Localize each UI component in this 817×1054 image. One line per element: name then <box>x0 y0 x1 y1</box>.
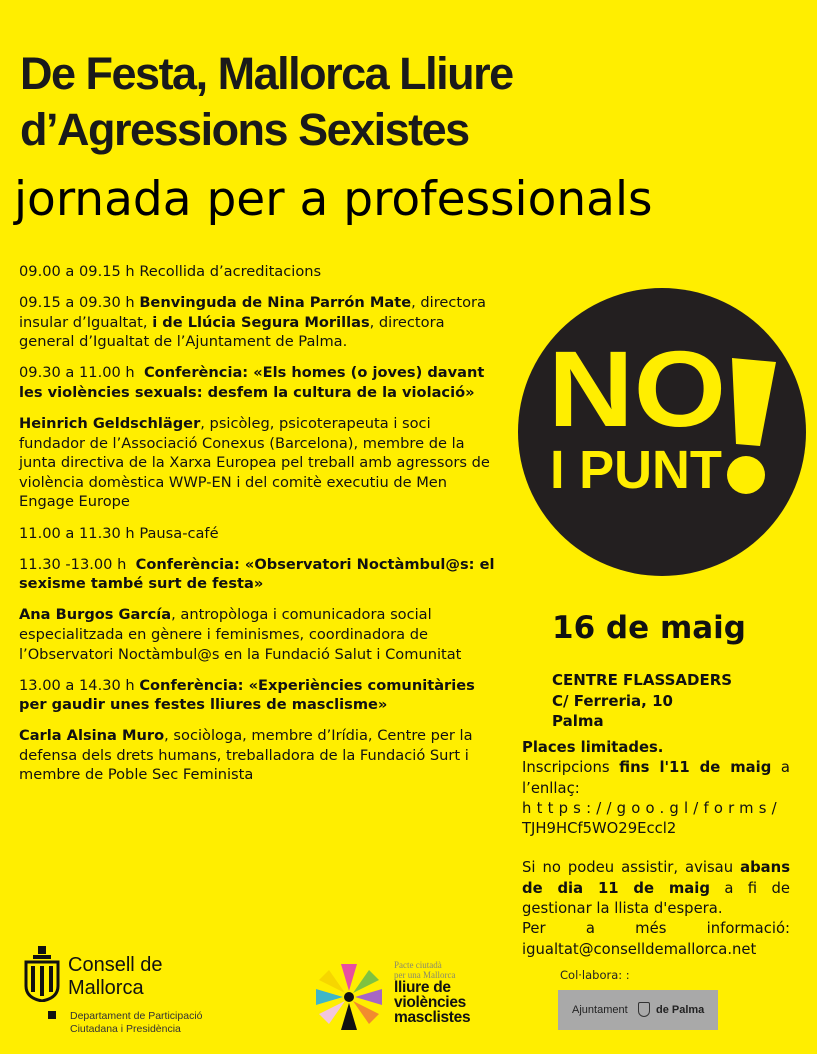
exclamation-dot-icon <box>727 456 765 494</box>
pacte-big-text <box>394 980 470 1025</box>
badge-no-text: NO <box>548 328 726 449</box>
bullet-square-icon <box>48 1011 56 1019</box>
schedule-speaker <box>19 414 497 512</box>
registration-link[interactable]: https://goo.gl/forms/ <box>522 799 782 817</box>
speaker-bio: , psicòleg, psicoterapeuta i soci fundador de l’Associació Conexus (Barcelona), membre de la junta directiva de la Xarxa Europea pel treball amb agressors de violència domèstica WWP-EN i del comitè executiu de Men Engage Europe <box>19 415 490 511</box>
absence-text <box>522 858 790 919</box>
schedule-item <box>19 262 497 282</box>
schedule-bold: i de Llúcia Segura Morillas <box>152 313 370 331</box>
schedule-bold: Benvinguda de Nina Parrón Mate <box>139 294 412 312</box>
contact-email[interactable]: igualtat@conselldemallorca.net <box>522 940 757 958</box>
absence-deadline: abans de dia 11 de maig <box>522 859 790 897</box>
schedule-time: 11.30 -13.00 h <box>19 555 127 573</box>
consell-name <box>68 954 163 1000</box>
schedule-time: 13.00 a 14.30 h <box>19 676 135 694</box>
schedule-bold: Conferència: «Observatori Noctàmbul@s: el sexisme també surt de festa» <box>19 555 495 593</box>
schedule-item <box>19 363 497 402</box>
schedule-time: 09.15 a 09.30 h <box>19 294 135 312</box>
speaker-bio: , sociòloga, membre d’Irídia, Centre per la defensa dels drets humans, treballadora de la Fundació Surt i membre de Poble Sec Feminista <box>19 727 473 784</box>
schedule-speaker <box>19 726 497 785</box>
schedule-item <box>19 555 497 594</box>
schedule-time: 11.00 a 11.30 h <box>19 524 135 542</box>
speaker-bio: , antropòloga i comunicadora social especialitzada en gènere i feminismes, coordinadora de l’Observatori Noctàmbul@s en la Fundació Salut i Comunitat <box>19 606 462 663</box>
exclamation-bar-icon <box>732 358 776 446</box>
subtitle: jornada per a professionals <box>14 172 653 227</box>
consell-name-line-2: Mallorca <box>68 977 144 999</box>
title-line-2: d’Agressions Sexistes <box>20 104 469 155</box>
speaker-name: Carla Alsina Muro <box>19 727 165 745</box>
venue-name: CENTRE FLASSADERS <box>552 671 733 689</box>
pacte-big-line-2: violències <box>394 994 466 1011</box>
consell-de-mallorca-logo <box>22 944 282 1040</box>
pacte-big-line-1: lliure de <box>394 979 451 996</box>
consell-crest-icon <box>22 946 62 1002</box>
pacte-ciutada-logo <box>312 952 512 1042</box>
registration-link-code[interactable]: TJH9HCf5WO29Eccl2 <box>522 820 677 838</box>
schedule-time: 09.00 a 09.15 h <box>19 263 135 280</box>
schedule-bold: Conferència: «Experiències comunitàries per gaudir unes festes lliures de masclisme» <box>19 676 475 714</box>
more-info-label: Per a més informació: <box>522 920 790 938</box>
page-title <box>20 46 800 158</box>
collabora-label: Col·labora: : <box>560 968 630 982</box>
title-line-1: De Festa, Mallorca Lliure <box>20 48 513 99</box>
registration-pre: Inscripcions <box>522 759 610 777</box>
no-i-punt-badge <box>518 288 806 576</box>
pacte-small-line-2: per una Mallorca <box>394 970 456 980</box>
registration-text <box>522 758 790 799</box>
consell-department <box>70 1010 203 1035</box>
pacte-small-line-1: Pacte ciutadà <box>394 960 442 970</box>
speaker-name: Heinrich Geldschläger <box>19 415 201 433</box>
schedule-text: Pausa-café <box>139 524 219 542</box>
registration-deadline: fins l'11 de maig <box>619 759 772 777</box>
venue-city: Palma <box>552 712 604 730</box>
department-line-2: Ciutadana i Presidència <box>70 1022 181 1035</box>
schedule <box>19 262 497 797</box>
schedule-item <box>19 524 497 544</box>
schedule-item <box>19 293 497 352</box>
ajuntament-palma-logo <box>558 990 718 1030</box>
speaker-name: Ana Burgos García <box>19 606 172 624</box>
badge-i-punt-text: I PUNT <box>550 440 723 500</box>
schedule-speaker <box>19 605 497 664</box>
schedule-text: , directora general d’Igualtat de l’Ajuntament de Palma. <box>19 313 445 351</box>
schedule-bold: Conferència: «Els homes (o joves) davant les violències sexuals: desfem la cultura de la violació» <box>19 364 485 401</box>
de-palma-word: de Palma <box>656 1004 705 1016</box>
venue-address: C/ Ferreria, 10 <box>552 691 673 710</box>
department-line-1: Departament de Participació <box>70 1010 203 1022</box>
consell-name-line-1: Consell de <box>68 954 163 976</box>
pacte-small-text <box>394 960 455 980</box>
pacte-big-line-3: masclistes <box>394 1009 471 1026</box>
registration-info <box>522 738 790 960</box>
schedule-time: 09.30 a 11.00 h <box>19 364 135 382</box>
event-venue <box>552 670 732 732</box>
pacte-star-icon <box>314 962 384 1032</box>
schedule-text: Recollida d’acreditacions <box>139 263 322 280</box>
places-limited: Places limitades. <box>522 739 664 756</box>
schedule-text: , directora insular d’Igualtat, <box>19 294 486 331</box>
ajuntament-word: Ajuntament <box>572 1004 628 1016</box>
registration-post: a l’enllaç: <box>522 759 790 797</box>
palma-crest-icon <box>638 1002 650 1017</box>
no-i-punt-logo <box>518 288 806 576</box>
absence-pre: Si no podeu assistir, avisau <box>522 859 734 877</box>
absence-post: a fi de gestionar la llista d'espera. <box>522 879 790 918</box>
event-date: 16 de maig <box>552 610 746 646</box>
schedule-item <box>19 676 497 715</box>
